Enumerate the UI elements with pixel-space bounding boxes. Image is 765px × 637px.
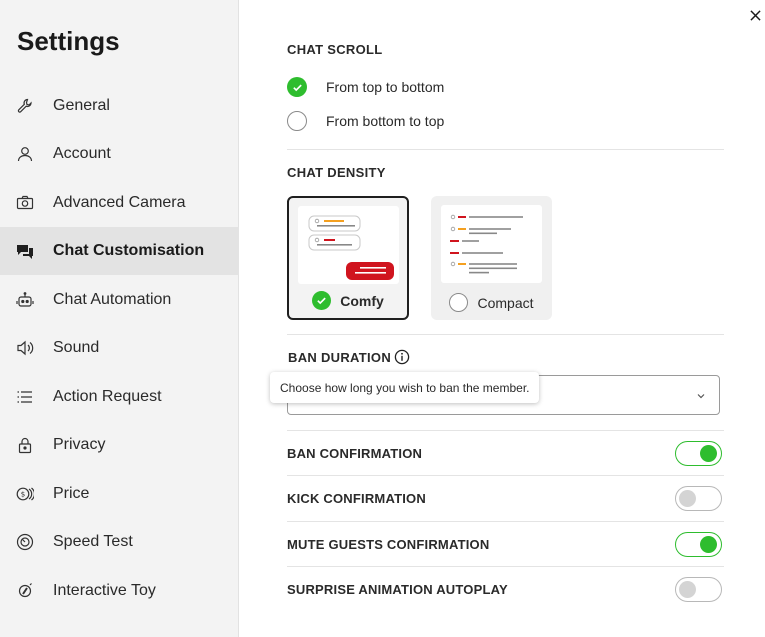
close-button[interactable] (745, 5, 765, 25)
chat-bubbles-icon (16, 242, 34, 260)
sidebar-item-label: General (53, 97, 110, 114)
surprise-animation-autoplay-row (287, 567, 724, 611)
radio-checked[interactable] (312, 291, 331, 310)
speaker-icon (16, 339, 34, 357)
ban-confirmation-toggle[interactable] (675, 441, 722, 466)
svg-text:$: $ (20, 490, 26, 499)
chat-density-heading: CHAT DENSITY (287, 165, 386, 180)
gauge-icon (16, 533, 34, 551)
ban-duration-heading: BAN DURATION (288, 350, 392, 365)
toy-icon (16, 582, 34, 600)
chat-scroll-heading: CHAT SCROLL (287, 42, 383, 57)
info-icon[interactable] (394, 349, 410, 365)
toggle-label: KICK CONFIRMATION (287, 491, 426, 506)
density-label: Compact (477, 294, 534, 311)
camera-icon (16, 194, 34, 212)
check-icon (316, 295, 327, 306)
compact-preview (441, 205, 542, 283)
density-card-comfy[interactable] (287, 196, 409, 320)
radio-unchecked[interactable] (449, 293, 468, 312)
sidebar-item-price[interactable] (0, 470, 239, 518)
coin-icon (16, 485, 34, 503)
toggle-knob (679, 490, 696, 507)
close-icon (750, 10, 761, 21)
divider (287, 149, 724, 150)
settings-sidebar (0, 0, 239, 637)
sidebar-item-action-request[interactable] (0, 373, 239, 421)
radio-label: From top to bottom (326, 79, 445, 95)
wrench-icon (16, 97, 34, 115)
sidebar-item-sound[interactable] (0, 324, 239, 372)
toggle-knob (700, 445, 717, 462)
toggle-label: BAN CONFIRMATION (287, 446, 423, 461)
sidebar-item-account[interactable] (0, 130, 239, 178)
list-icon (16, 388, 34, 406)
mute-guests-confirmation-row (287, 522, 724, 566)
sidebar-item-speed-test[interactable] (0, 518, 239, 566)
sidebar-item-advanced-camera[interactable] (0, 179, 239, 227)
sidebar-item-label: Price (53, 485, 90, 502)
kick-confirmation-toggle[interactable] (675, 486, 722, 511)
mute-guests-confirmation-toggle[interactable] (675, 532, 722, 557)
scroll-option-bottom-to-top[interactable] (287, 111, 444, 131)
sidebar-title: Settings (17, 26, 120, 56)
ban-confirmation-row (287, 431, 724, 475)
density-card-compact[interactable] (431, 196, 552, 320)
sidebar-item-chat-customisation[interactable] (0, 227, 239, 275)
sidebar-item-interactive-toy[interactable] (0, 567, 239, 615)
ban-duration-tooltip: Choose how long you wish to ban the member. (270, 372, 539, 403)
kick-confirmation-row (287, 476, 724, 520)
check-icon (292, 82, 303, 93)
density-label: Comfy (340, 292, 384, 309)
sidebar-item-label: Action Request (53, 388, 162, 405)
robot-icon (16, 291, 34, 309)
sidebar-item-chat-automation[interactable] (0, 276, 239, 324)
sidebar-item-label: Speed Test (53, 533, 133, 550)
sidebar-item-label: Account (53, 145, 111, 162)
chevron-down-icon (695, 389, 707, 401)
sidebar-item-privacy[interactable] (0, 421, 239, 469)
scroll-option-top-to-bottom[interactable] (287, 77, 444, 97)
toggle-label: MUTE GUESTS CONFIRMATION (287, 537, 490, 552)
sidebar-item-general[interactable] (0, 82, 239, 130)
sidebar-item-label: Advanced Camera (53, 194, 186, 211)
person-icon (16, 145, 34, 163)
comfy-preview (298, 206, 399, 284)
radio-label: From bottom to top (326, 113, 445, 129)
toggle-label: SURPRISE ANIMATION AUTOPLAY (287, 582, 508, 597)
divider (287, 334, 724, 335)
lock-icon (16, 436, 34, 454)
sidebar-item-label: Sound (53, 339, 100, 356)
toggle-knob (679, 581, 696, 598)
sidebar-item-label: Interactive Toy (53, 582, 156, 599)
sidebar-item-label: Chat Customisation (53, 242, 205, 259)
sidebar-item-label: Chat Automation (53, 291, 172, 308)
toggle-knob (700, 536, 717, 553)
radio-checked[interactable] (287, 77, 307, 97)
sidebar-item-label: Privacy (53, 436, 106, 453)
radio-unchecked[interactable] (287, 111, 307, 131)
surprise-animation-autoplay-toggle[interactable] (675, 577, 722, 602)
